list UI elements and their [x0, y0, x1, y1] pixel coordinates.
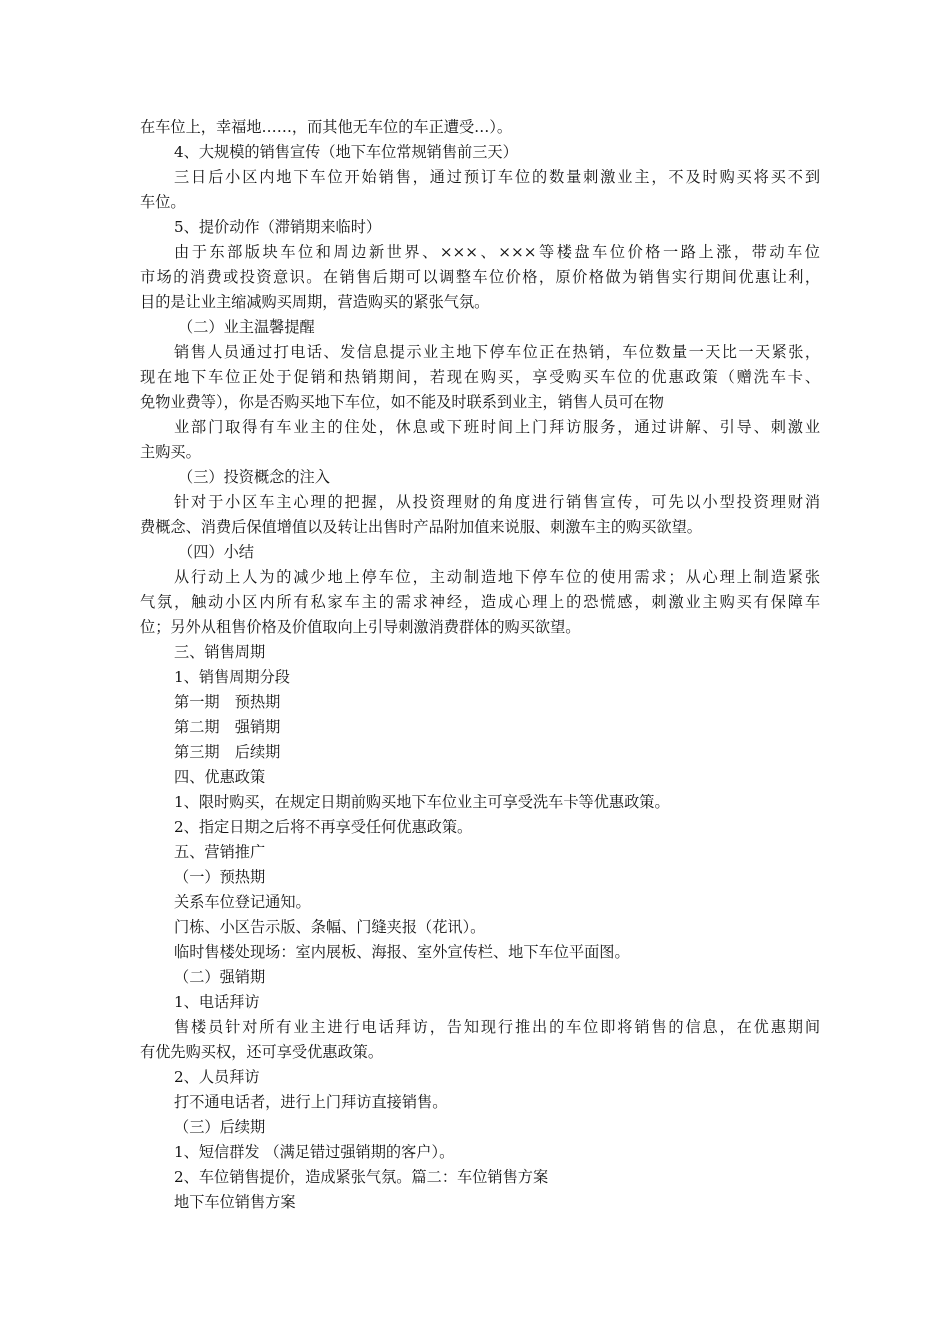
list-item: 第三期 后续期: [174, 743, 281, 761]
list-item: 门栋、小区告示版、条幅、门缝夹报（花讯）。: [174, 918, 486, 936]
section-heading: 5、提价动作（滞销期来临时）: [174, 218, 382, 236]
paragraph-line: 业部门取得有车业主的住处，休息或下班时间上门拜访服务，通过讲解、引导、刺激业: [174, 418, 820, 436]
list-item: 2、车位销售提价，造成紧张气氛。篇二：车位销售方案: [174, 1168, 549, 1186]
text-line: 免物业费等），你是否购买地下车位，如不能及时联系到业主，销售人员可在物: [140, 393, 664, 411]
document-page: [140, 115, 820, 1215]
document-title-line: 地下车位销售方案: [174, 1193, 296, 1211]
subsection-heading: （三）后续期: [174, 1118, 266, 1136]
text-line: 位；另外从租售价格及价值取向上引导刺激消费群体的购买欲望。: [140, 618, 581, 636]
text-line: 主购买。: [140, 443, 201, 461]
paragraph-line: 现在地下车位正处于促销和热销期间，若现在购买，享受购买车位的优惠政策（赠洗车卡、: [140, 368, 820, 386]
subsection-heading: 2、人员拜访: [174, 1068, 260, 1086]
list-item: 打不通电话者，进行上门拜访直接销售。: [174, 1093, 448, 1111]
section-heading: （三）投资概念的注入: [178, 468, 330, 486]
section-heading: （二）业主温馨提醒: [178, 318, 315, 336]
subsection-heading: （二）强销期: [174, 968, 266, 986]
paragraph-line: 从行动上人为的减少地上停车位，主动制造地下停车位的使用需求；从心理上制造紧张: [174, 568, 820, 586]
paragraph-line: 气氛，触动小区内所有私家车主的需求神经，造成心理上的恐慌感，刺激业主购买有保障车: [140, 593, 820, 611]
list-item: 1、短信群发 （满足错过强销期的客户）。: [174, 1143, 455, 1161]
paragraph-line: 三日后小区内地下车位开始销售，通过预订车位的数量刺激业主，不及时购买将买不到: [174, 168, 820, 186]
section-heading: 4、大规模的销售宣传（地下车位常规销售前三天）: [174, 143, 518, 161]
list-item: 第二期 强销期: [174, 718, 281, 736]
text-line: 车位。: [140, 193, 186, 211]
paragraph-line: 售楼员针对所有业主进行电话拜访，告知现行推出的车位即将销售的信息，在优惠期间: [174, 1018, 820, 1036]
text-line: 在车位上，幸福地……，而其他无车位的车正遭受…）。: [140, 118, 513, 136]
text-line: 有优先购买权，还可享受优惠政策。: [140, 1043, 383, 1061]
list-item: 2、指定日期之后将不再享受任何优惠政策。: [174, 818, 473, 836]
section-heading: 四、优惠政策: [174, 768, 266, 786]
list-item: 第一期 预热期: [174, 693, 281, 711]
list-item: 1、限时购买，在规定日期前购买地下车位业主可享受洗车卡等优惠政策。: [174, 793, 670, 811]
section-heading: （四）小结: [178, 543, 254, 561]
section-heading: 三、销售周期: [174, 643, 266, 661]
paragraph-line: 针对于小区车主心理的把握，从投资理财的角度进行销售宣传，可先以小型投资理财消: [174, 493, 820, 511]
paragraph-line: 由于东部版块车位和周边新世界、×××、×××等楼盘车位价格一路上涨，带动车位: [174, 243, 820, 261]
paragraph-line: 销售人员通过打电话、发信息提示业主地下停车位正在热销，车位数量一天比一天紧张，: [174, 343, 820, 361]
subsection-heading: 1、电话拜访: [174, 993, 260, 1011]
text-line: 目的是让业主缩减购买周期，营造购买的紧张气氛。: [140, 293, 490, 311]
subsection-heading: 1、销售周期分段: [174, 668, 290, 686]
paragraph-line: 市场的消费或投资意识。在销售后期可以调整车位价格，原价格做为销售实行期间优惠让利，: [140, 268, 820, 286]
section-heading: 五、营销推广: [174, 843, 266, 861]
list-item: 关系车位登记通知。: [174, 893, 311, 911]
text-line: 费概念、消费后保值增值以及转让出售时产品附加值来说服、刺激车主的购买欲望。: [140, 518, 702, 536]
list-item: 临时售楼处现场：室内展板、海报、室外宣传栏、地下车位平面图。: [174, 943, 630, 961]
subsection-heading: （一）预热期: [174, 868, 266, 886]
